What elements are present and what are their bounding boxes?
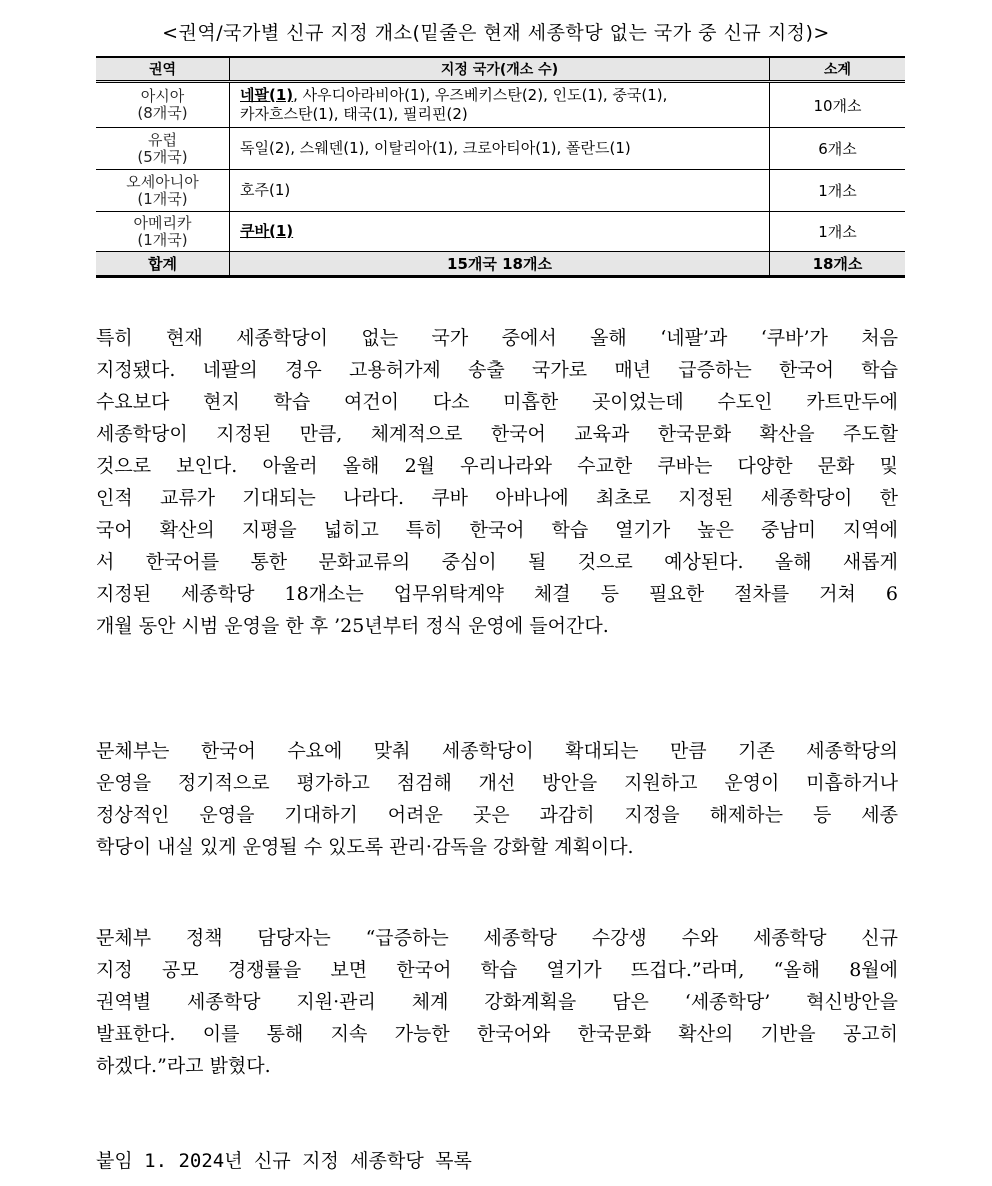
text-line: 세종학당이 지정된 만큼, 체계적으로 한국어 교육과 한국문화 확산을 주도할 — [96, 423, 898, 445]
text-line: 지정 공모 경쟁률을 보면 한국어 학습 열기가 뜨겁다.”라며, “올해 8월에 — [96, 959, 898, 981]
region-count: (1개국) — [137, 230, 188, 249]
region-name: 유럽 — [148, 130, 177, 149]
table-row — [96, 82, 905, 128]
text-line: 권역별 세종학당 지원·관리 체계 강화계획을 담은 ‘세종학당’ 혁신방안을 — [96, 991, 898, 1013]
text-line: 수요보다 현지 학습 여건이 다소 미흡한 곳이었는데 수도인 카트만두에 — [96, 391, 898, 413]
region-cell — [96, 128, 230, 170]
countries-cell — [230, 82, 770, 128]
region-name: 아메리카 — [133, 213, 192, 232]
header-region: 권역 — [96, 57, 230, 82]
region-count: (5개국) — [137, 147, 188, 166]
text-line: 발표한다. 이를 통해 지속 가능한 한국어와 한국문화 확산의 기반을 공고히 — [96, 1023, 898, 1045]
region-name: 오세아니아 — [126, 172, 199, 191]
table-header-row — [96, 57, 905, 82]
subtotal-cell: 10개소 — [770, 82, 906, 128]
countries-cell: 독일(2), 스웨덴(1), 이탈리아(1), 크로아티아(1), 폴란드(1) — [230, 128, 770, 170]
text-line: 지정된 세종학당 18개소는 업무위탁계약 체결 등 필요한 절차를 거쳐 6 — [96, 583, 898, 605]
header-countries: 지정 국가(개소 수) — [230, 57, 770, 82]
text-line: 서 한국어를 통한 문화교류의 중심이 될 것으로 예상된다. 올해 새롭게 — [96, 551, 898, 573]
new-country-underlined: 네팔(1) — [240, 86, 294, 104]
countries-text: 카자흐스탄(1), 태국(1), 필리핀(2) — [240, 105, 468, 123]
region-cell — [96, 170, 230, 212]
text-line: 특히 현재 세종학당이 없는 국가 중에서 올해 ‘네팔’과 ‘쿠바’가 처음 — [96, 327, 898, 349]
total-label: 합계 — [96, 252, 230, 277]
text-line: 것으로 보인다. 아울러 올해 2월 우리나라와 수교한 쿠바는 다양한 문화 및 — [96, 455, 898, 477]
text-line: 정상적인 운영을 기대하기 어려운 곳은 과감히 지정을 해제하는 등 세종 — [96, 804, 898, 826]
subtotal-cell: 6개소 — [770, 128, 906, 170]
table-caption: <권역/국가별 신규 지정 개소(밑줄은 현재 세종학당 없는 국가 중 신규 지정)> — [162, 22, 830, 44]
header-subtotal: 소계 — [770, 57, 906, 82]
region-cell — [96, 212, 230, 252]
table-row — [96, 170, 905, 212]
text-line: 학당이 내실 있게 운영될 수 있도록 관리·감독을 강화할 계획이다. — [96, 836, 634, 858]
text-line: 국어 확산의 지평을 넓히고 특히 한국어 학습 열기가 높은 중남미 지역에 — [96, 519, 898, 541]
countries-cell — [230, 212, 770, 252]
text-line: 문체부 정책 담당자는 “급증하는 세종학당 수강생 수와 세종학당 신규 — [96, 927, 898, 949]
text-line: 하겠다.”라고 밝혔다. — [96, 1055, 271, 1077]
new-country-underlined: 쿠바(1) — [240, 222, 294, 240]
text-line: 문체부는 한국어 수요에 맞춰 세종학당이 확대되는 만큼 기존 세종학당의 — [96, 740, 898, 762]
region-count: (1개국) — [137, 189, 188, 208]
designation-table — [96, 56, 905, 278]
text-line: 개월 동안 시범 운영을 한 후 ’25년부터 정식 운영에 들어간다. — [96, 615, 609, 637]
attachment-note: 붙임 1. 2024년 신규 지정 세종학당 목록 — [96, 1150, 472, 1172]
text-line: 지정됐다. 네팔의 경우 고용허가제 송출 국가로 매년 급증하는 한국어 학습 — [96, 359, 898, 381]
subtotal-cell: 1개소 — [770, 212, 906, 252]
total-countries: 15개국 18개소 — [230, 252, 770, 277]
paragraph-evaluation — [96, 735, 898, 863]
table-row — [96, 128, 905, 170]
table-row — [96, 212, 905, 252]
paragraph-quote — [96, 922, 898, 1082]
paragraph-nepal-cuba — [96, 322, 898, 642]
total-row — [96, 252, 905, 277]
region-cell — [96, 82, 230, 128]
countries-text: , 사우디아라비아(1), 우즈베키스탄(2), 인도(1), 중국(1), — [293, 86, 668, 104]
text-line: 인적 교류가 기대되는 나라다. 쿠바 아바나에 최초로 지정된 세종학당이 한 — [96, 487, 898, 509]
text-line: 운영을 정기적으로 평가하고 점검해 개선 방안을 지원하고 운영이 미흡하거나 — [96, 772, 898, 794]
subtotal-cell: 1개소 — [770, 170, 906, 212]
total-subtotal: 18개소 — [770, 252, 906, 277]
region-name: 아시아 — [140, 87, 185, 105]
countries-cell: 호주(1) — [230, 170, 770, 212]
region-count: (8개국) — [137, 104, 188, 122]
